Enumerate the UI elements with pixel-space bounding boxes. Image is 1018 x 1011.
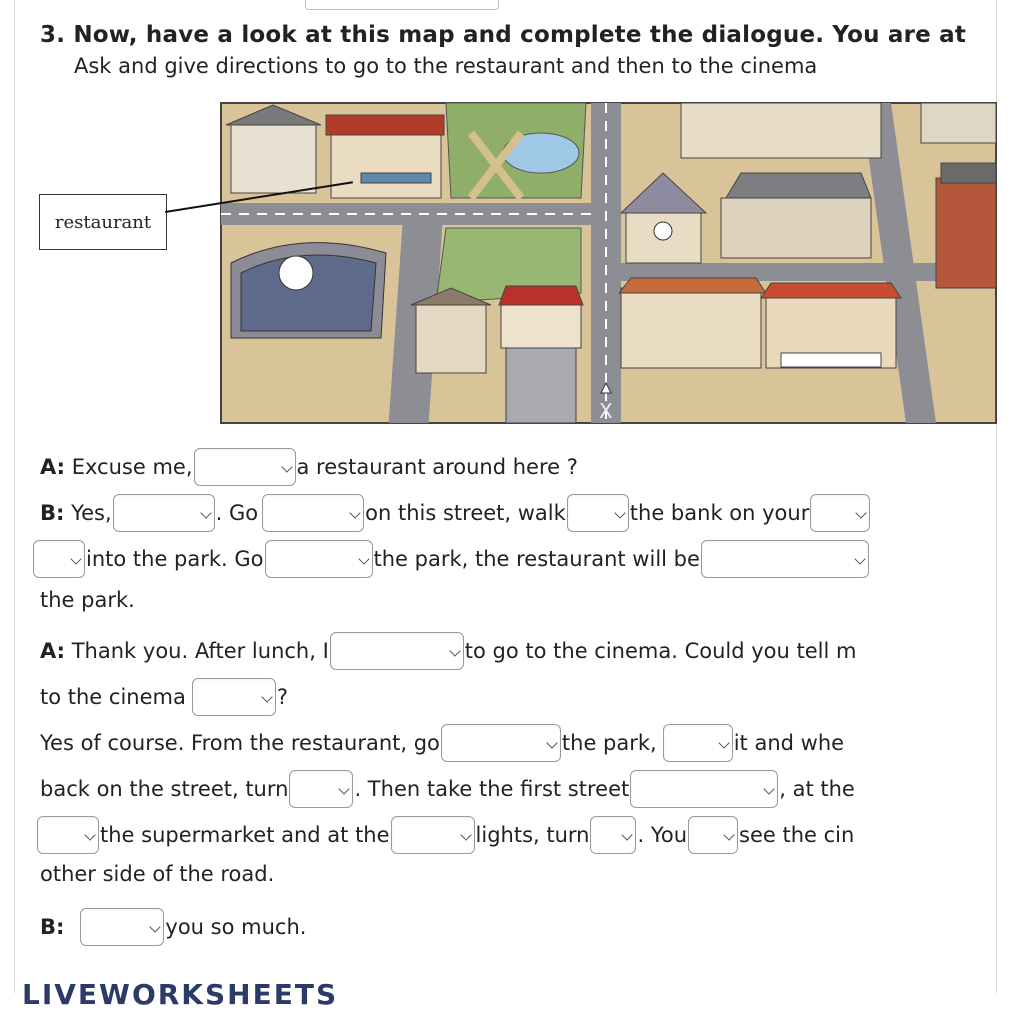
chevron-down-icon [614, 507, 625, 518]
answer-dropdown-13[interactable] [289, 770, 353, 808]
answer-dropdown-10[interactable] [192, 678, 276, 716]
speaker-b: B: [40, 915, 65, 939]
text: back on the street, turn [40, 777, 289, 801]
station [621, 288, 761, 368]
text: ? [276, 685, 288, 709]
house-2 [416, 303, 486, 373]
answer-dropdown-15[interactable] [37, 816, 99, 854]
answer-dropdown-5[interactable] [810, 494, 870, 532]
text: Yes of course. From the restaurant, go [40, 731, 440, 755]
text: . Go [215, 501, 259, 525]
text: you so much. [165, 915, 307, 939]
building-red-roof [501, 303, 581, 348]
text: a restaurant around here ? [296, 455, 578, 479]
exercise-subheading: Ask and give directions to go to the restaurant and then to the cinema [74, 54, 818, 78]
answer-dropdown-19[interactable] [80, 908, 164, 946]
liveworksheets-logo: LIVEWORKSHEETS [22, 978, 339, 1011]
chevron-down-icon [339, 783, 350, 794]
text: the supermarket and at the [100, 823, 390, 847]
answer-dropdown-2[interactable] [113, 494, 215, 532]
chevron-down-icon [460, 829, 471, 840]
text: Excuse me, [71, 455, 193, 479]
speaker-a: A: [40, 639, 66, 663]
answer-dropdown-16[interactable] [391, 816, 475, 854]
answer-dropdown-1[interactable] [194, 448, 296, 486]
answer-dropdown-9[interactable] [330, 632, 464, 670]
answer-dropdown-14[interactable] [630, 770, 778, 808]
answer-dropdown-6[interactable] [33, 540, 85, 578]
cinema [936, 178, 996, 288]
text: other side of the road. [40, 862, 275, 886]
text: the bank on your [629, 501, 810, 525]
chevron-down-icon [856, 507, 867, 518]
dialogue-line-10 [40, 862, 274, 886]
answer-dropdown-18[interactable] [688, 816, 738, 854]
dialogue-line-6 [40, 678, 288, 716]
dialogue-line-4 [40, 588, 135, 612]
chevron-down-icon [70, 553, 81, 564]
town-hall [721, 198, 871, 258]
chevron-down-icon [281, 461, 292, 472]
text: to go to the cinema. Could you tell m [464, 639, 857, 663]
dialogue-line-9 [36, 816, 854, 854]
answer-dropdown-4[interactable] [567, 494, 629, 532]
text: on this street, walk [365, 501, 566, 525]
dialogue-line-7 [40, 724, 844, 762]
text: lights, turn [475, 823, 590, 847]
speaker-b: B: [40, 501, 65, 525]
restaurant-building [331, 128, 441, 198]
text: see the cin [739, 823, 855, 847]
school [681, 103, 881, 158]
dialogue-line-8 [40, 770, 855, 808]
text: Yes, [71, 501, 112, 525]
chevron-down-icon [261, 691, 272, 702]
chevron-down-icon [622, 829, 633, 840]
house-1 [231, 123, 316, 193]
text: to the cinema [40, 685, 186, 709]
dialogue-line-1 [40, 448, 578, 486]
chevron-down-icon [546, 737, 557, 748]
text: into the park. Go [86, 547, 264, 571]
text: , at the [779, 777, 855, 801]
answer-dropdown-7[interactable] [265, 540, 373, 578]
speaker-a: A: [40, 455, 66, 479]
dialogue-line-2 [40, 494, 871, 532]
text: the park, [561, 731, 657, 755]
chevron-down-icon [200, 507, 211, 518]
town-map [221, 103, 996, 423]
answer-dropdown-17[interactable] [590, 816, 636, 854]
chevron-down-icon [723, 829, 734, 840]
chevron-down-icon [718, 737, 729, 748]
text: the park. [40, 588, 135, 612]
exercise-heading: 3. Now, have a look at this map and complete the dialogue. You are at [40, 22, 967, 48]
text: it and whe [733, 731, 845, 755]
text: the park, the restaurant will be [373, 547, 700, 571]
text: Thank you. After lunch, I [71, 639, 329, 663]
svg-text:X: X [599, 399, 613, 423]
dialogue-line-5 [40, 632, 856, 670]
map-callout-label: restaurant [39, 194, 167, 250]
answer-dropdown-12[interactable] [663, 724, 733, 762]
text: . Then take the first street [354, 777, 630, 801]
chevron-down-icon [150, 921, 161, 932]
dialogue-line-3 [32, 540, 870, 578]
chevron-down-icon [854, 553, 865, 564]
chevron-down-icon [349, 507, 360, 518]
chevron-down-icon [358, 553, 369, 564]
answer-dropdown-11[interactable] [441, 724, 561, 762]
answer-dropdown-3[interactable] [262, 494, 364, 532]
answer-dropdown-8[interactable] [701, 540, 869, 578]
hospital-area [506, 348, 576, 423]
dialogue-line-11 [40, 908, 306, 946]
chevron-down-icon [449, 645, 460, 656]
chevron-down-icon [764, 783, 775, 794]
chevron-down-icon [84, 829, 95, 840]
text: . You [637, 823, 688, 847]
